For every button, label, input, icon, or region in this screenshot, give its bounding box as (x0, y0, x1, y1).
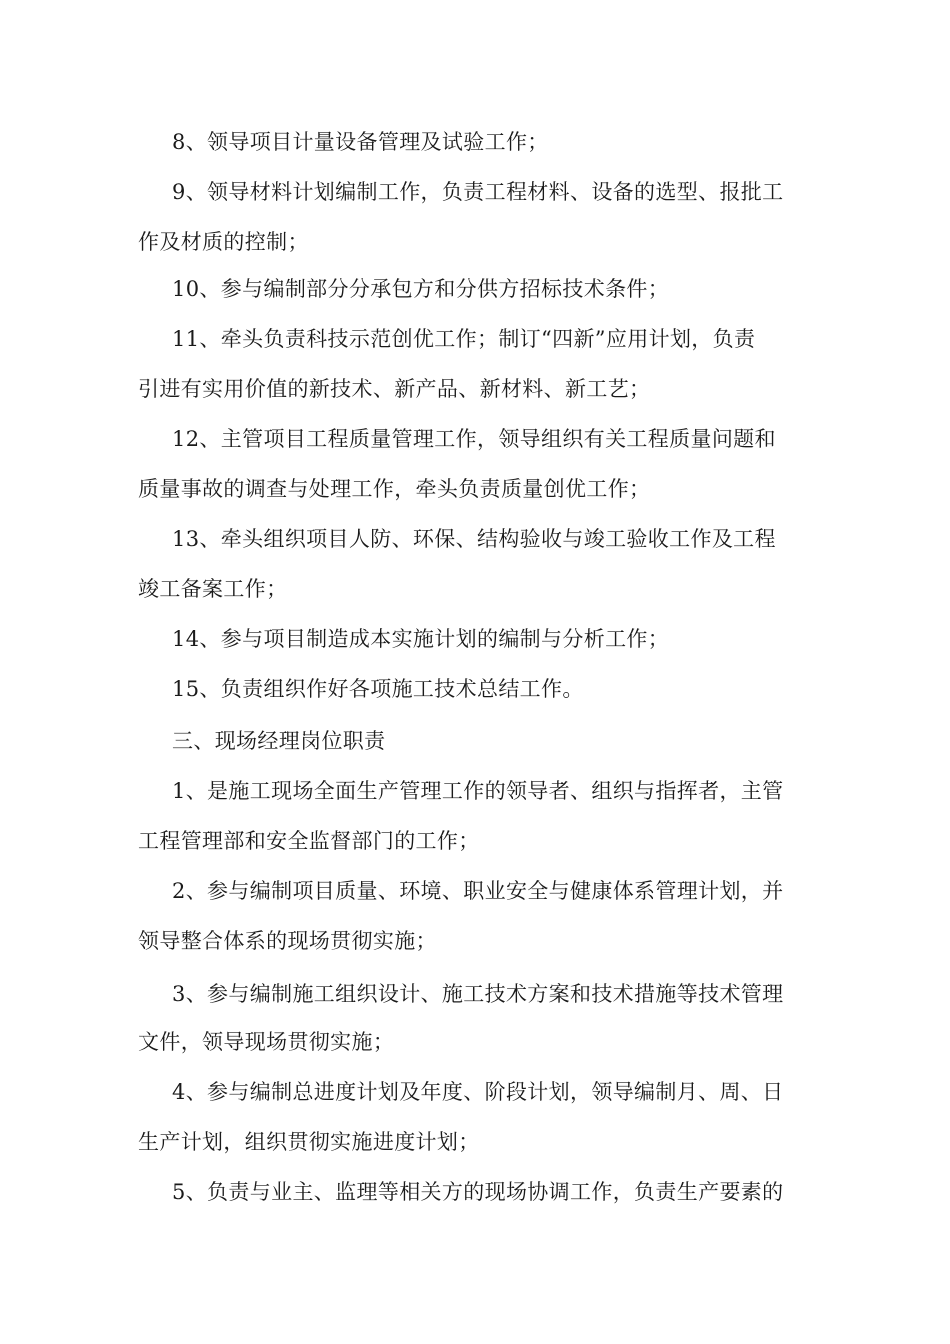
text-line: 3、参与编制施工组织设计、施工技术方案和技术措施等技术管理 (172, 982, 784, 1006)
text-line: 12、主管项目工程质量管理工作，领导组织有关工程质量问题和 (172, 427, 776, 451)
text-line: 工程管理部和安全监督部门的工作； (138, 829, 480, 853)
text-line: 作及材质的控制； (138, 230, 309, 254)
text-line: 引进有实用价值的新技术、新产品、新材料、新工艺； (138, 377, 651, 401)
text-line: 质量事故的调查与处理工作，牵头负责质量创优工作； (138, 477, 651, 501)
text-line: 2、参与编制项目质量、环境、职业安全与健康体系管理计划，并 (172, 879, 784, 903)
text-line: 8、领导项目计量设备管理及试验工作； (172, 130, 549, 154)
text-line: 5、负责与业主、监理等相关方的现场协调工作，负责生产要素的 (172, 1180, 784, 1204)
text-line: 文件，领导现场贯彻实施； (138, 1030, 395, 1054)
text-line: 9、领导材料计划编制工作，负责工程材料、设备的选型、报批工 (172, 180, 784, 204)
text-line: 生产计划，组织贯彻实施进度计划； (138, 1130, 480, 1154)
text-line: 4、参与编制总进度计划及年度、阶段计划，领导编制月、周、日 (172, 1080, 784, 1104)
text-line: 14、参与项目制造成本实施计划的编制与分析工作； (172, 627, 670, 651)
text-line: 领导整合体系的现场贯彻实施； (138, 929, 437, 953)
text-line: 13、牵头组织项目人防、环保、结构验收与竣工验收工作及工程 (172, 527, 776, 551)
text-line: 竣工备案工作； (138, 577, 288, 601)
text-line: 11、牵头负责科技示范创优工作；制订“四新”应用计划，负责 (172, 327, 756, 351)
text-line: 10、参与编制部分分承包方和分供方招标技术条件； (172, 277, 670, 301)
text-line: 15、负责组织作好各项施工技术总结工作。 (172, 677, 584, 701)
section-heading: 三、现场经理岗位职责 (172, 729, 386, 753)
text-line: 1、是施工现场全面生产管理工作的领导者、组织与指挥者，主管 (172, 779, 784, 803)
